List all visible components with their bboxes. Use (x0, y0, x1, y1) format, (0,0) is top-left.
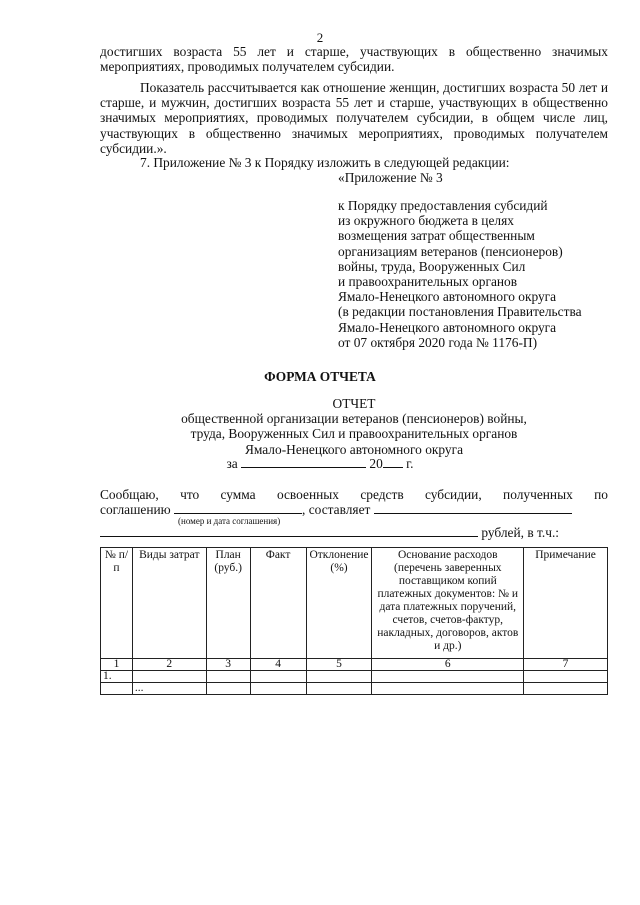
message-line-2 (100, 502, 608, 518)
table-row (101, 683, 608, 695)
table-cell[interactable] (206, 671, 250, 683)
table-cell[interactable] (250, 671, 306, 683)
paragraph-amendment-7: 7. Приложение № 3 к Порядку изложить в следующей редакции: (140, 155, 510, 170)
column-number: 1 (101, 659, 133, 671)
header-cell-note: Примечание (524, 548, 608, 659)
header-cell-deviation: Отклонение (%) (306, 548, 372, 659)
column-number: 5 (306, 659, 372, 671)
table-cell[interactable] (524, 671, 608, 683)
appendix-line: от 07 октября 2020 года № 1176-П) (338, 334, 538, 350)
appendix-line: (в редакции постановления Правительства (338, 304, 582, 320)
table-row (101, 671, 608, 683)
header-cell-fact: Факт (250, 548, 306, 659)
report-period-line (0, 456, 640, 472)
paragraph-continuation: достигших возраста 55 лет и старше, участвующих в общественно значимых мероприятиях, проводимых получателем субсидии. (100, 44, 608, 75)
report-line: общественной организации ветеранов (пенсионеров) войны, (181, 411, 527, 427)
header-cell-expense-type: Виды затрат (132, 548, 206, 659)
header-cell-plan: План (руб.) (206, 548, 250, 659)
paragraph-indicator-formula: Показатель рассчитывается как отношение женщин, достигших возраста 50 лет и старше, и мужчин, достигших возраста 55 лет и старше, участвующих в общественно значимых мероприятиях, проводимых получателем субсидии, в общем числе лиц, участвующих в общественно значимых мероприятиях, проводимых получателем субсидии.». (100, 80, 608, 156)
table-cell[interactable] (372, 671, 524, 683)
amount-blank[interactable] (374, 502, 572, 514)
table-cell[interactable]: ... (132, 683, 206, 695)
column-number: 4 (250, 659, 306, 671)
table-cell[interactable] (132, 671, 206, 683)
period-prefix: за (226, 456, 238, 471)
table-cell[interactable] (372, 683, 524, 695)
table-column-numbers-row (101, 659, 608, 671)
column-number: 7 (524, 659, 608, 671)
amount-words-blank[interactable] (100, 525, 478, 537)
header-cell-basis: Основание расходов (перечень заверенных поставщиком копий платежных документов: № и дата платежных поручений, счетов, счетов-фактур, накладных, договоров, актов и др.) (372, 548, 524, 659)
column-number: 6 (372, 659, 524, 671)
table-cell[interactable] (306, 671, 372, 683)
amount-label: , составляет (302, 502, 371, 517)
table-header-row (101, 548, 608, 659)
table-cell[interactable] (306, 683, 372, 695)
report-line: Ямало-Ненецкого автономного округа (244, 441, 464, 457)
column-number: 3 (206, 659, 250, 671)
agreement-blank[interactable] (174, 502, 302, 514)
agreement-caption: (номер и дата соглашения) (178, 516, 281, 526)
report-table (100, 547, 608, 695)
appendix-line: из окружного бюджета в целях (338, 213, 514, 229)
message-line-1: Сообщаю, что сумма освоенных средств субсидии, полученных по (100, 487, 608, 502)
appendix-line: к Порядку предоставления субсидий (338, 198, 548, 213)
table-cell[interactable]: 1. (101, 671, 133, 683)
appendix-line: Ямало-Ненецкого автономного округа (338, 319, 557, 335)
table-cell[interactable] (250, 683, 306, 695)
report-line: труда, Вооруженных Сил и правоохранительных органов (190, 426, 518, 442)
period-suffix: г. (406, 456, 414, 471)
report-heading: ОТЧЕТ (332, 396, 376, 411)
header-cell-number: № п/п (101, 548, 133, 659)
report-heading-block (100, 396, 608, 457)
page-number: 2 (316, 30, 324, 45)
message-line-3 (100, 525, 608, 541)
column-number: 2 (132, 659, 206, 671)
appendix-line: Ямало-Ненецкого автономного округа (338, 289, 557, 305)
table-cell[interactable] (206, 683, 250, 695)
form-title: ФОРМА ОТЧЕТА (264, 369, 376, 384)
period-blank[interactable] (241, 456, 366, 468)
table-cell[interactable] (101, 683, 133, 695)
appendix-reference-block (338, 198, 618, 350)
rubles-label: рублей, в т.ч.: (481, 525, 560, 540)
appendix-line: возмещения затрат общественным (338, 228, 535, 244)
appendix-line: войны, труда, Вооруженных Сил (338, 258, 526, 274)
year-blank[interactable] (383, 456, 403, 468)
appendix-line: и правоохранительных органов (338, 274, 518, 290)
appendix-title: «Приложение № 3 (338, 170, 443, 185)
agreement-label: соглашению (100, 502, 171, 517)
appendix-line: организациям ветеранов (пенсионеров) (338, 243, 563, 259)
period-year: 20 (369, 456, 383, 471)
table-cell[interactable] (524, 683, 608, 695)
